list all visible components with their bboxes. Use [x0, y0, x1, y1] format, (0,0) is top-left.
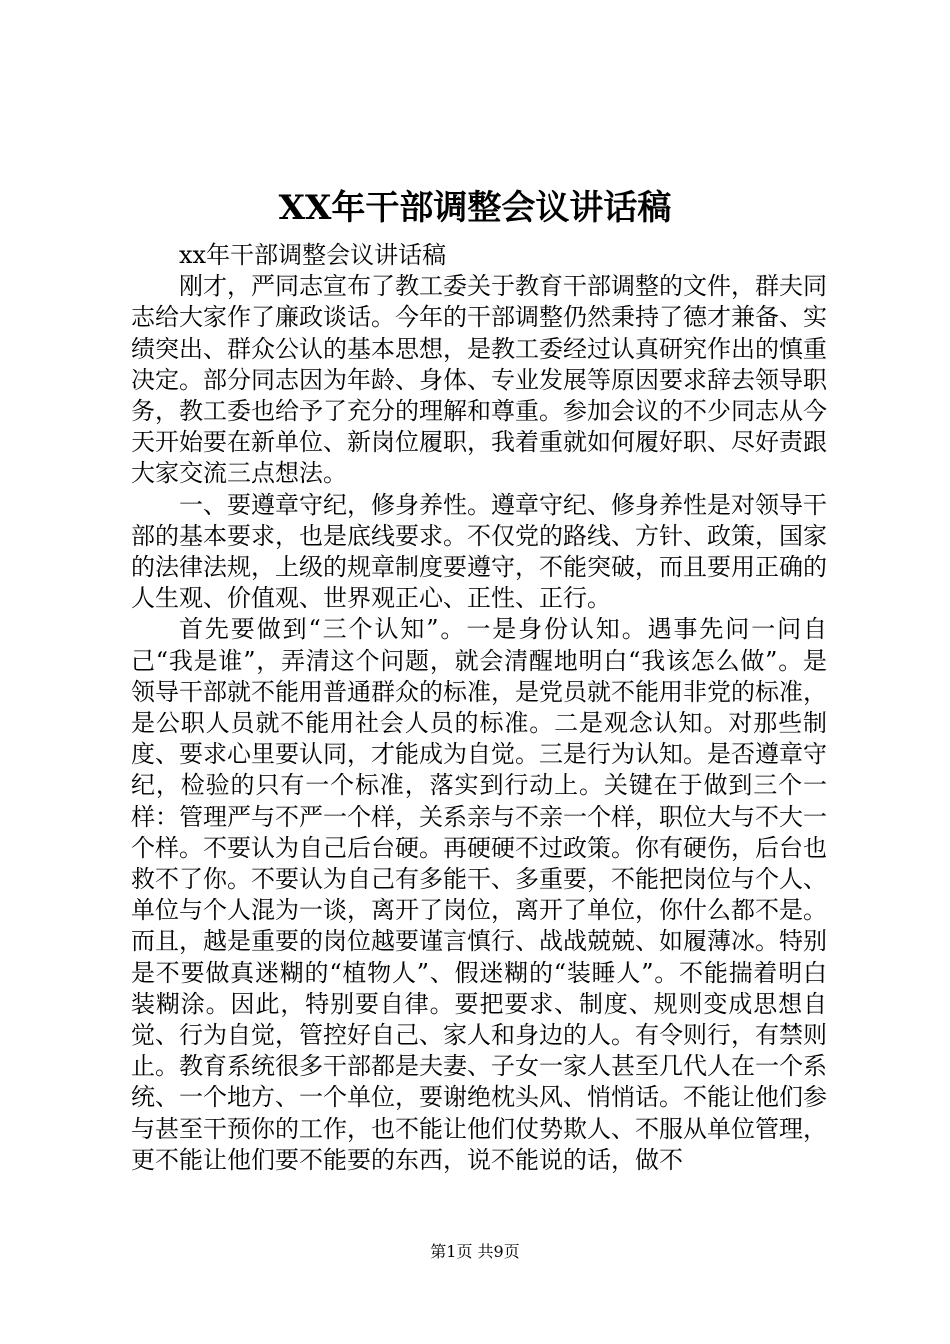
document-body — [131, 240, 827, 1176]
page-footer: 第1页 共9页 — [430, 1242, 520, 1261]
document-title: XX年干部调整会议讲话稿 — [278, 188, 672, 228]
body-paragraph: 刚才，严同志宣布了教工委关于教育干部调整的文件，群夫同志给大家作了廉政谈话。今年的干部调整仍然秉持了德才兼备、实绩突出、群众公认的基本思想，是教工委经过认真研究作出的慎重决定。部分同志因为年龄、身体、专业发展等原因要求辞去领导职务，教工委也给予了充分的理解和尊重。参加会议的不少同志从今天开始要在新单位、新岗位履职，我着重就如何履好职、尽好责跟大家交流三点想法。 — [131, 272, 827, 488]
subtitle-paragraph: xx年干部调整会议讲话稿 — [179, 241, 447, 269]
body-paragraph: 首先要做到“三个认知”。一是身份认知。遇事先问一问自己“我是谁”，弄清这个问题，就会清醒地明白“我该怎么做”。是领导干部就不能用普通群众的标准，是党员就不能用非党的标准，是公职人员就不能用社会人员的标准。二是观念认知。对那些制度、要求心里要认同，才能成为自觉。三是行为认知。是否遵章守纪，检验的只有一个标准，落实到行动上。关键在于做到三个一样：管理严与不严一个样，关系亲与不亲一个样，职位大与不大一个样。不要认为自己后台硬。再硬硬不过政策。你有硬伤，后台也救不了你。不要认为自己有多能干、多重要，不能把岗位与个人、单位与个人混为一谈，离开了岗位，离开了单位，你什么都不是。而且，越是重要的岗位越要谨言慎行、战战兢兢、如履薄冰。特别是不要做真迷糊的“植物人”、假迷糊的“装睡人”。不能揣着明白装糊涂。因此，特别要自律。要把要求、制度、规则变成思想自觉、行为自觉，管控好自己、家人和身边的人。有令则行，有禁则止。教育系统很多干部都是夫妻、子女一家人甚至几代人在一个系统、一个地方、一个单位，要谢绝枕头风、悄悄话。不能让他们参与甚至干预你的工作，也不能让他们仗势欺人、不服从单位管理，更不能让他们要不能要的东西，说不能说的话，做不 — [131, 615, 827, 1174]
body-paragraph: 一、要遵章守纪，修身养性。遵章守纪、修身养性是对领导干部的基本要求，也是底线要求。不仅党的路线、方针、政策，国家的法律法规，上级的规章制度要遵守，不能突破，而且要用正确的人生观、价值观、世界观正心、正性、正行。 — [131, 490, 827, 613]
